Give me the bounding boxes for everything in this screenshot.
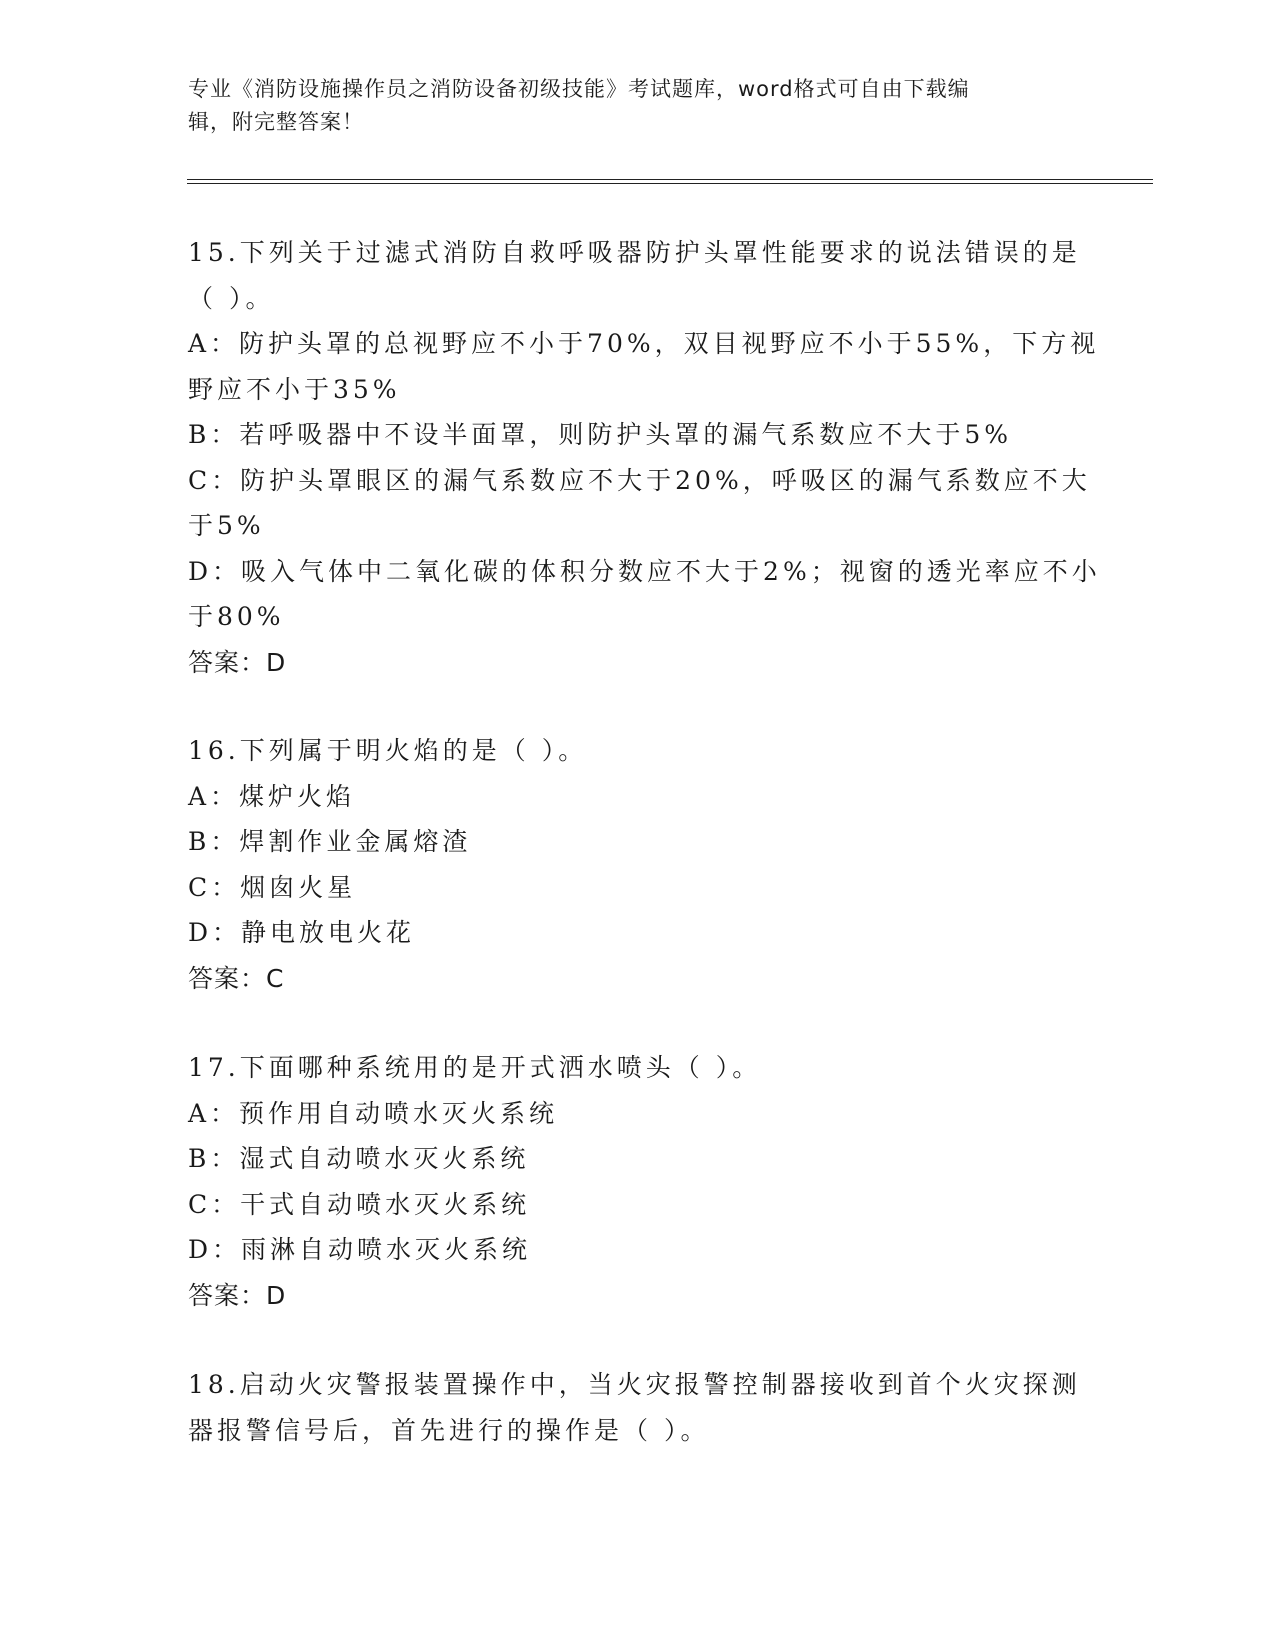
question-17 (188, 1045, 1088, 1318)
question-18 (188, 1362, 1088, 1453)
header-line-1: 专业《消防设施操作员之消防设备初级技能》考试题库，word格式可自由下载编 (188, 77, 970, 101)
question-stem: （ ）。 (188, 283, 275, 313)
question-stem: 15.下列关于过滤式消防自救呼吸器防护头罩性能要求的说法错误的是 (188, 238, 1081, 267)
option-a: A：煤炉火焰 (188, 781, 356, 811)
option-b: B：湿式自动喷水灭火系统 (188, 1144, 530, 1173)
option-b: B：若呼吸器中不设半面罩，则防护头罩的漏气系数应不大于5% (188, 420, 1013, 449)
question-stem: 17.下面哪种系统用的是开式洒水喷头（ ）。 (188, 1053, 762, 1082)
question-stem: 器报警信号后，首先进行的操作是（ ）。 (188, 1415, 710, 1445)
option-c: 于5% (188, 511, 265, 540)
option-b: B：焊割作业金属熔渣 (188, 827, 472, 856)
answer: 答案：C (188, 963, 285, 993)
option-d: D：吸入气体中二氧化碳的体积分数应不大于2%；视窗的透光率应不小 (188, 556, 1101, 586)
option-a: A：预作用自动喷水灭火系统 (188, 1098, 559, 1128)
answer: 答案：D (188, 1280, 287, 1310)
header-divider-top (187, 179, 1153, 180)
option-c: C：防护头罩眼区的漏气系数应不大于20%，呼吸区的漏气系数应不大 (188, 465, 1091, 495)
option-d: 于80% (188, 602, 285, 631)
document-header (188, 73, 1068, 139)
question-stem: 18.启动火灾警报装置操作中，当火灾报警控制器接收到首个火灾探测 (188, 1370, 1081, 1399)
answer: 答案：D (188, 647, 287, 677)
option-c: C：干式自动喷水灭火系统 (188, 1189, 531, 1219)
option-a: 野应不小于35% (188, 374, 401, 404)
option-c: C：烟囱火星 (188, 872, 357, 902)
option-d: D：静电放电火花 (188, 918, 416, 947)
question-15 (188, 230, 1101, 685)
question-stem: 16.下列属于明火焰的是（ ）。 (188, 736, 588, 765)
option-a: A：防护头罩的总视野应不小于70%，双目视野应不小于55%，下方视 (188, 329, 1100, 358)
question-16 (188, 728, 1088, 1001)
header-line-2: 辑，附完整答案！ (188, 110, 364, 134)
header-divider-bottom (187, 183, 1153, 184)
option-d: D：雨淋自动喷水灭火系统 (188, 1235, 532, 1264)
